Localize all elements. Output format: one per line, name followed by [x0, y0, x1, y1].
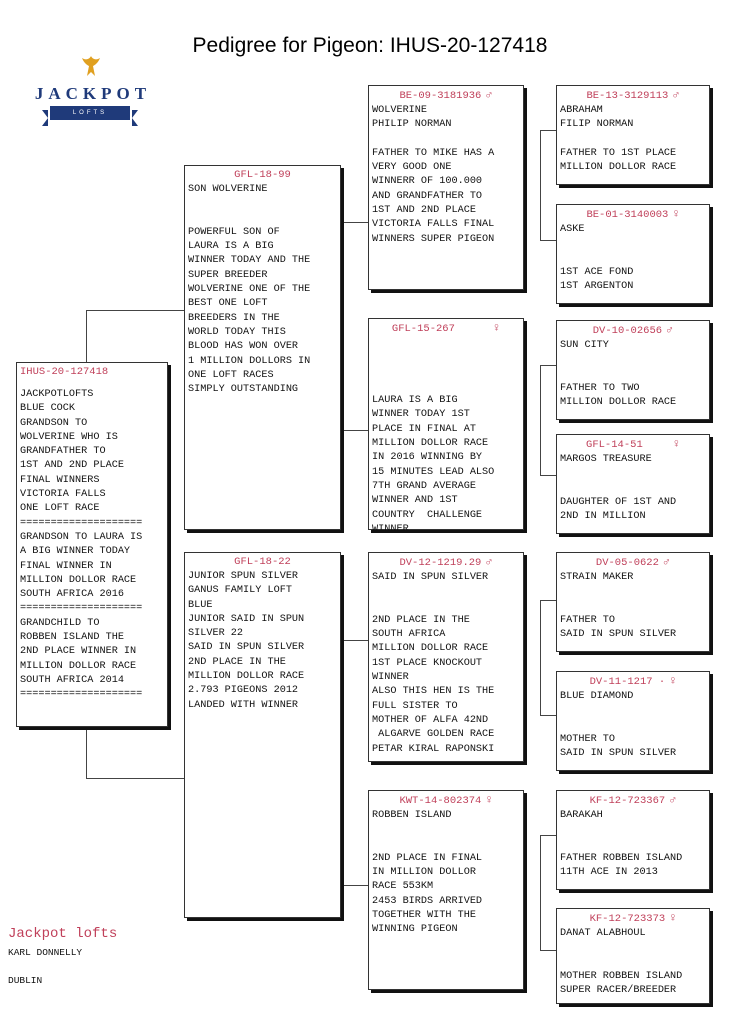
great-grandparent-ring: DV-11-1217 · [589, 676, 666, 688]
great-grandparent-ring: BE-13-3129113 [586, 90, 669, 102]
grandparent-text: LAURA IS A BIG WINNER TODAY 1ST PLACE IN FINAL AT MILLION DOLLOR RACE IN 2016 WINNING BY 15 MINUTES LEAD ALSO 7TH GRAND AVERAGE WINNER AND 1ST COUNTRY CHALLENGE WINNER [372, 395, 495, 535]
footer-loft-name: Jackpot lofts [8, 926, 118, 942]
dam-text: JUNIOR SPUN SILVER GANUS FAMILY LOFT BLUE JUNIOR SAID IN SPUN SILVER 22 SAID IN SPUN SILVER 2ND PLACE IN THE MILLION DOLLOR RACE 2.793 PIGEONS 2012 LANDED WITH WINNER [188, 571, 305, 711]
great-grandparent-text: STRAIN MAKER FATHER TO SAID IN SPUN SILVER [560, 572, 677, 641]
great-grandparent-card-1 [556, 85, 710, 185]
great-grandparent-card-4 [556, 434, 710, 534]
connector [338, 640, 370, 641]
male-symbol-icon: ♂ [485, 555, 493, 569]
great-grandparent-ring: DV-10-02656 [592, 325, 663, 337]
grandparent-text: WOLVERINE PHILIP NORMAN FATHER TO MIKE HAS A VERY GOOD ONE WINNERR OF 100.000 AND GRANDFATHER TO 1ST AND 2ND PLACE VICTORIA FALLS FINAL WINNERS SUPER PIGEON [372, 105, 495, 245]
connector [540, 365, 541, 475]
great-grandparent-text: ABRAHAM FILIP NORMAN FATHER TO 1ST PLACE MILLION DOLLOR RACE [560, 105, 677, 174]
sire-ring: GFL-18-99 [234, 169, 291, 181]
bird-icon [80, 54, 102, 80]
jackpot-lofts-logo [22, 54, 162, 134]
footer-owner: KARL DONNELLY [8, 947, 83, 958]
connector [86, 310, 87, 365]
connector [540, 835, 541, 950]
great-grandparent-card-2 [556, 204, 710, 304]
great-grandparent-text: ASKE 1ST ACE FOND 1ST ARGENTON [560, 224, 634, 293]
female-symbol-icon: ♀ [485, 793, 493, 807]
great-grandparent-card-5 [556, 552, 710, 652]
connector [86, 727, 87, 778]
grandparent-ring: KWT-14-802374 [399, 795, 482, 807]
female-symbol-icon: ♀ [672, 207, 680, 221]
grandparent-card-2 [368, 318, 524, 535]
female-symbol-icon: ♀ [669, 674, 677, 688]
connector [540, 130, 541, 240]
logo-brand: JACKPOT [34, 84, 152, 103]
sire-text: SON WOLVERINE POWERFUL SON OF LAURA IS A BIG WINNER TODAY AND THE SUPER BREEDER WOLVERINE ONE OF THE BEST ONE LOFT BREEDERS IN THE WORLD TODAY THIS BLOOD HAS WON OVER 1 MILLION DOLLORS IN ONE LOFT RACES SIMPLY OUTSTANDING [188, 184, 311, 396]
grandparent-ring: BE-09-3181936 [399, 90, 482, 102]
female-symbol-icon: ♀ [672, 437, 680, 451]
grandparent-ring: GFL-15-267 [391, 323, 455, 335]
grandparent-card-4 [368, 790, 524, 990]
great-grandparent-ring: GFL-14-51 [586, 439, 643, 451]
male-symbol-icon: ♂ [666, 323, 674, 337]
subject-card [16, 362, 168, 727]
male-symbol-icon: ♂ [669, 793, 677, 807]
great-grandparent-card-7 [556, 790, 710, 890]
great-grandparent-card-8 [556, 908, 710, 1004]
sire-card [184, 165, 341, 530]
logo-ribbon: LOFTS [50, 106, 130, 120]
page-title: Pedigree for Pigeon: IHUS-20-127418 [192, 34, 548, 57]
great-grandparent-ring: KF-12-723373 [589, 913, 666, 925]
connector [338, 222, 370, 223]
connector [338, 885, 370, 886]
connector [86, 778, 186, 779]
subject-ring: IHUS-20-127418 [20, 366, 109, 378]
grandparent-card-1 [368, 85, 524, 290]
male-symbol-icon: ♂ [672, 88, 680, 102]
great-grandparent-text: BLUE DIAMOND MOTHER TO SAID IN SPUN SILVER [560, 691, 677, 760]
subject-text: JACKPOTLOFTS BLUE COCK GRANDSON TO WOLVERINE WHO IS GRANDFATHER TO 1ST AND 2ND PLACE FINAL WINNERS VICTORIA FALLS ONE LOFT RACE ==================== GRANDSON TO LAURA IS A BIG WINNER TODAY FINAL WINNER IN MILLION DOLLOR RACE SOUTH AFRICA 2016 ==================== GRANDCHILD TO ROBBEN ISLAND THE 2ND PLACE WINNER IN MILLION DOLLOR RACE SOUTH AFRICA 2014 ==================== [20, 389, 143, 701]
dam-card [184, 552, 341, 918]
great-grandparent-ring: BE-01-3140003 [586, 209, 669, 221]
female-symbol-icon: ♀ [492, 321, 501, 335]
grandparent-ring: DV-12-1219.29 [399, 557, 482, 569]
female-symbol-icon: ♀ [669, 911, 677, 925]
great-grandparent-card-6 [556, 671, 710, 771]
grandparent-text: ROBBEN ISLAND 2ND PLACE IN FINAL IN MILLION DOLLOR RACE 553KM 2453 BIRDS ARRIVED TOGETHER WITH THE WINNING PIGEON [372, 810, 483, 936]
great-grandparent-ring: KF-12-723367 [589, 795, 666, 807]
great-grandparent-text: MARGOS TREASURE DAUGHTER OF 1ST AND 2ND IN MILLION [560, 454, 677, 523]
great-grandparent-text: BARAKAH FATHER ROBBEN ISLAND 11TH ACE IN 2013 [560, 810, 683, 879]
connector [540, 600, 541, 715]
connector [338, 430, 370, 431]
grandparent-text: SAID IN SPUN SILVER 2ND PLACE IN THE SOUTH AFRICA MILLION DOLLOR RACE 1ST PLACE KNOCKOUT WINNER ALSO THIS HEN IS THE FULL SISTER TO MOTHER OF ALFA 42ND ALGARVE GOLDEN RACE PETAR KIRAL RAPONSKI [372, 572, 495, 755]
great-grandparent-text: DANAT ALABHOUL MOTHER ROBBEN ISLAND SUPER RACER/BREEDER [560, 928, 683, 997]
connector [86, 310, 186, 311]
great-grandparent-card-3 [556, 320, 710, 420]
grandparent-card-3 [368, 552, 524, 762]
great-grandparent-ring: DV-05-0622 [595, 557, 659, 569]
male-symbol-icon: ♂ [662, 555, 671, 569]
footer-city: DUBLIN [8, 975, 43, 986]
male-symbol-icon: ♂ [485, 88, 493, 102]
dam-ring: GFL-18-22 [234, 556, 291, 568]
great-grandparent-text: SUN CITY FATHER TO TWO MILLION DOLLOR RACE [560, 340, 677, 409]
